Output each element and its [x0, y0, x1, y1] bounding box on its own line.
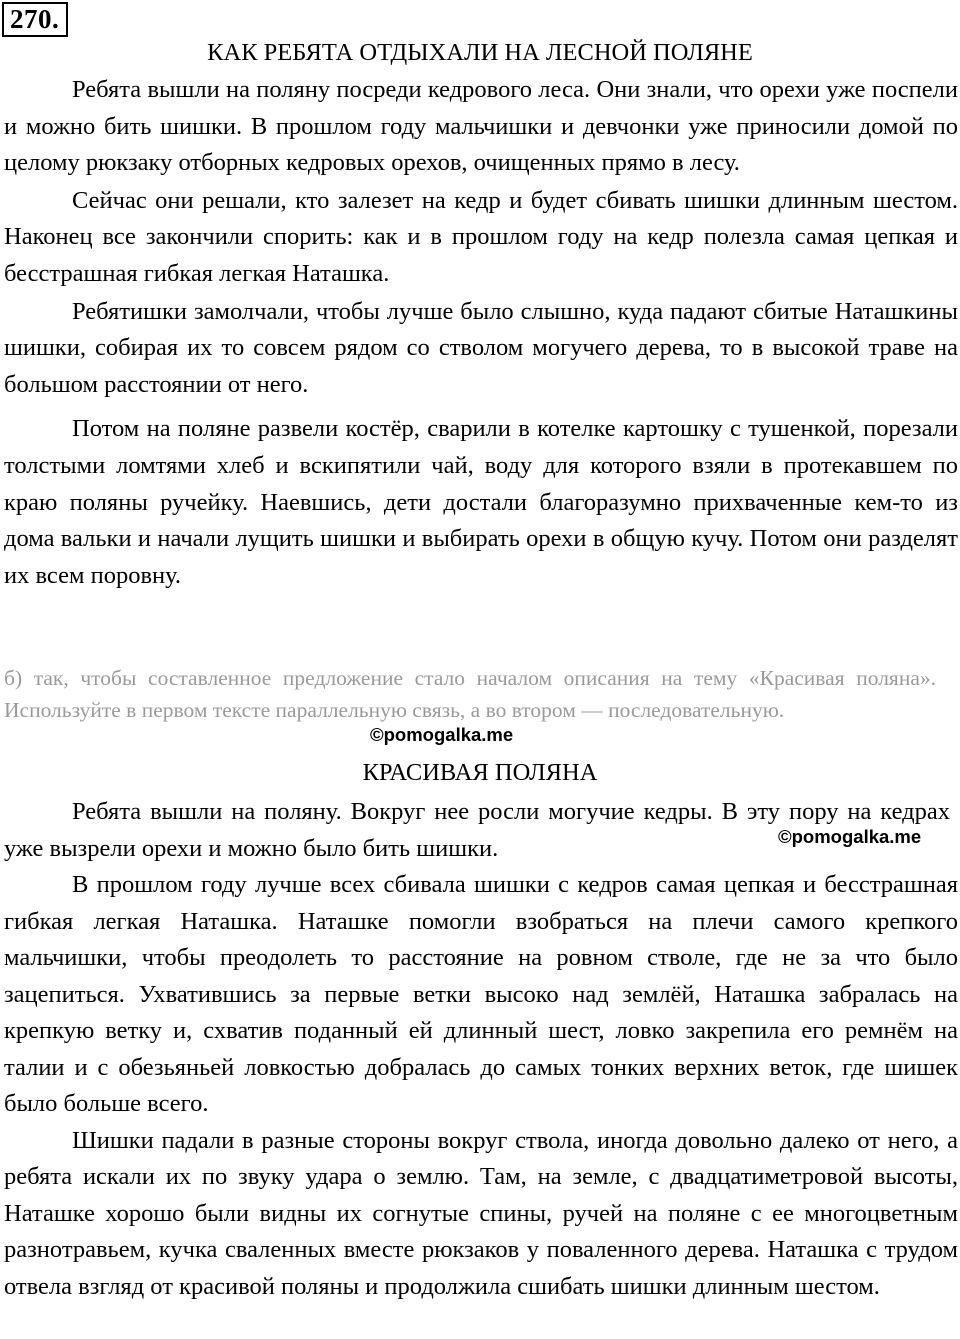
watermark-2: ©pomogalka.me	[778, 826, 922, 847]
text2-paragraph-1: Ребята вышли на поляну. Вокруг нее росли могучие кедры. В эту пору на кедрах уже вызрели орехи и можно было бить шишки.	[4, 798, 950, 862]
text2-body	[4, 794, 958, 1305]
task-instruction: б) так, чтобы составленное предложение стало началом описания на тему «Красивая поляна». Используйте в первом тексте параллельную связь, а во втором — последовательную.	[4, 666, 936, 722]
text1-paragraph-3: Ребятишки замолчали, чтобы лучше было слышно, куда падают сбитые Наташкины шишки, собирая их то совсем рядом со стволом могучего дерева, то в высокой траве на большом расстоянии от него.	[4, 297, 958, 398]
text2-paragraph-2: В прошлом году лучше всех сбивала шишки с кедров самая цепкая и бесстрашная гибкая легкая Наташка. Наташке помогли взобраться на плечи самого крепкого мальчишки, чтобы преодолеть то расстояние на ровном стволе, где не за что было зацепиться. Ухватившись за первые ветки высоко над землёй, Наташка забралась на крепкую ветку и, схватив поданный ей длинный шест, ловко закрепила его ремнём на талии и с обезьяньей ловкостью добралась до самых тонких верхних веток, где шишек было больше всего.	[4, 871, 958, 1117]
text1-title: КАК РЕБЯТА ОТДЫХАЛИ НА ЛЕСНОЙ ПОЛЯНЕ	[207, 39, 753, 66]
text1-body	[4, 72, 958, 594]
exercise-number-box: 270.	[2, 2, 68, 37]
text1-paragraph-4: Потом на поляне развели костёр, сварили в котелке картошку с тушенкой, порезали толстыми ломтями хлеб и вскипятили чай, воду для которого взяли в протекавшем по краю поляны ручейку. Наевшись, дети достали благоразумно прихваченные кем-то из дома вальки и начали лущить шишки и выбирать орехи в общую кучу. Потом они разделят их всем поровну.	[4, 415, 958, 589]
watermark-1: ©pomogalka.me	[370, 724, 514, 745]
text2-paragraph-3: Шишки падали в разные стороны вокруг ствола, иногда довольно далеко от него, а ребята искали их по звуку удара о землю. Там, на земле, с двадцатиметровой высоты, Наташке хорошо были видны их согнутые спины, ручей на поляне с ее многоцветным разнотравьем, кучка сваленных вместе рюкзаков у поваленного дерева. Наташка с трудом отвела взгляд от красивой поляны и продолжила сшибать шишки длинным шестом.	[4, 1126, 958, 1300]
text2-title: КРАСИВАЯ ПОЛЯНА	[362, 759, 598, 786]
text1-paragraph-1: Ребята вышли на поляну посреди кедрового леса. Они знали, что орехи уже поспели и можно бить шишки. В прошлом году мальчишки и девчонки уже приносили домой по целому рюкзаку отборных кедровых орехов, очищенных прямо в лесу.	[4, 76, 958, 177]
text1-paragraph-2: Сейчас они решали, кто залезет на кедр и будет сбивать шишки длинным шестом. Наконец все закончили спорить: как и в прошлом году на кедр полезла самая цепкая и бесстрашная гибкая легкая Наташка.	[4, 186, 958, 287]
